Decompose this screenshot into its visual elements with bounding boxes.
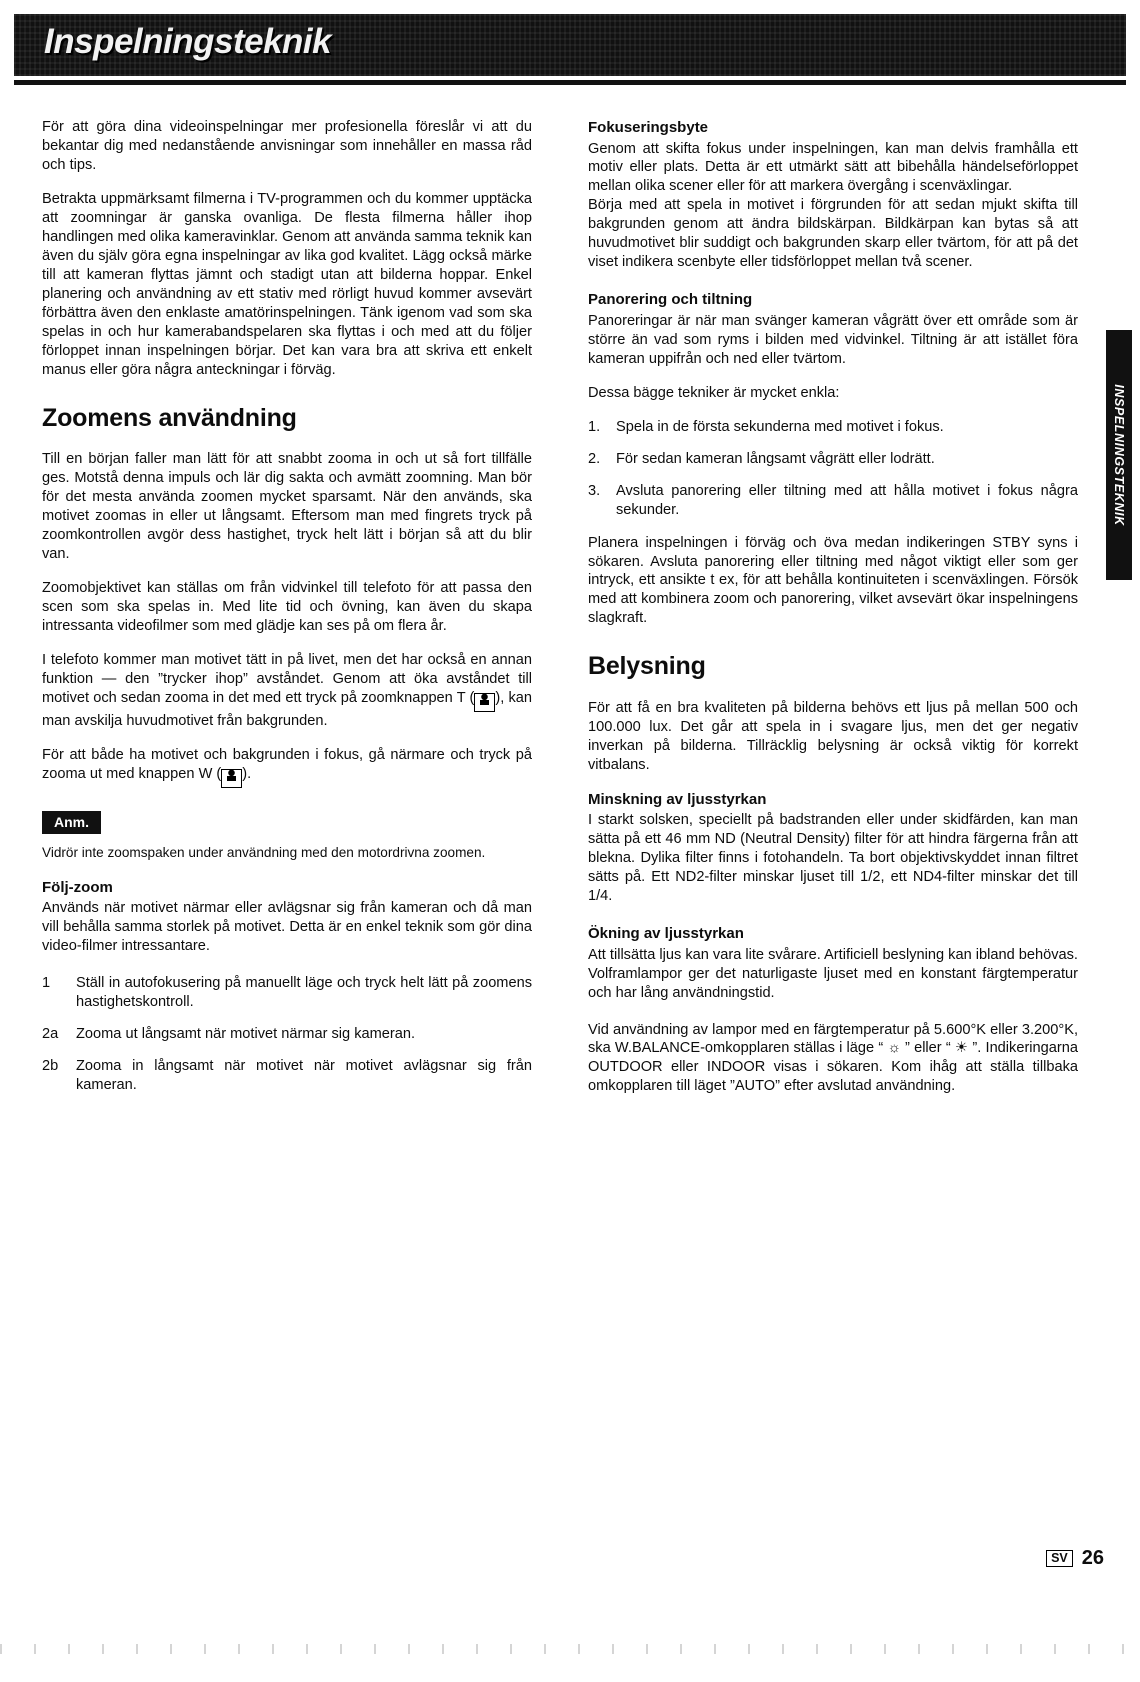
step-text: Zooma in långsamt när motivet när motivet avlägsnar sig från kameran.: [76, 1057, 532, 1093]
step-number: 3.: [588, 482, 601, 499]
list-item: [42, 1025, 532, 1044]
zoom-paragraph-3-text-a: I telefoto kommer man motivet tätt in på livet, men det har också en annan funktion — den ”trycker ihop” avståndet. Genom att öka avståndet till motivet och sedan zooma in det med ett tryck på zoomknappen T: [42, 651, 532, 706]
list-item: [588, 482, 1078, 520]
focus-change-block: [588, 118, 1078, 272]
panning-heading: Panorering och tiltning: [588, 291, 753, 309]
increase-light-body: Att tillsätta ljus kan vara lite svårare. Artificiell beslyning kan ibland behövas. Volframlampor ger det naturligaste ljuset med en konstant färgtemperatur och har lång användningstid.: [588, 946, 1078, 1001]
step-number: 2a: [42, 1025, 59, 1042]
increase-light-block: [588, 924, 1078, 1002]
intro-paragraph: För att göra dina videoinspelningar mer profesionella föreslår vi att du bekantar dig med nedanstående anvisningar som innehåller en massa råd och tips.: [42, 119, 532, 173]
zoom-paragraph-2: Zoomobjektivet kan ställas om från vidvinkel till telefoto för att passa den scen som ska spelas in. Med lite tid och övning, kan även du skapa intressanta videofilmer som med glädje kan ses på om flera år.: [42, 579, 532, 634]
list-item: [588, 450, 1078, 469]
section-side-tab: [1106, 330, 1132, 580]
step-text: För sedan kameran långsamt vågrätt eller lodrätt.: [616, 450, 935, 467]
step-number: 2b: [42, 1057, 59, 1074]
focus-change-paragraph-2: Börja med att spela in motivet i förgrunden för att sedan mjukt skifta till bakgrunden genom att ändra bildskärpan. Bildkärpan kan bytas så att huvudmotivet blir suddigt och bakgrunden skarp eller tvärtom, för att på det viset indikera scenbyte eller tidsförloppet mellan två scener.: [588, 197, 1078, 271]
page-number: 26: [1081, 1547, 1104, 1569]
lighting-section-heading: Belysning: [588, 652, 706, 681]
panning-paragraph-3: Planera inspelningen i förväg och öva medan indikeringen STBY syns i sökaren. Avsluta panorering eller tiltning med något viktigt eller som ger intryck, ett ansikte t ex, för att behålla kontinuiteten i scenväxlingen. Försök med att kombinera zoom och panorering, vilket avsevärt ökar inspelningens slagkraft.: [588, 534, 1078, 627]
list-item: [588, 418, 1078, 437]
zoom-paragraph-4-text-b: ).: [242, 765, 252, 782]
decrease-light-block: [588, 790, 1078, 906]
telephoto-button-icon: [474, 693, 495, 712]
step-number: 1: [42, 974, 51, 991]
zoom-paragraph-3: I telefoto kommer man motivet tätt in på livet, men det har också en annan funktion — den ”trycker ihop” avståndet. Genom att öka avståndet till motivet och sedan zooma in det med ett tryck på zoomknappen T ( ), kan man avskilja huvudmotivet från bakgrunden.: [42, 651, 532, 729]
step-number: 1.: [588, 418, 601, 435]
wide-button-icon: [221, 769, 242, 788]
follow-zoom-block: [42, 878, 532, 956]
panning-paragraph-1: Panoreringar är när man svänger kameran vågrätt över ett område som är större än vad som ryms i bilden med vidvinkel. Tiltning är att istället föra kameran uppifrån och ned eller tvärtom.: [588, 312, 1078, 367]
left-column: [42, 118, 532, 1109]
lighting-paragraph-1: För att få en bra kvaliteten på bilderna behövs ett ljus på mellan 500 och 100.000 lux. Det går att spela in i svagare ljus, men det ger negativ inverkan på bilderna. Tillräcklig belysning är också viktig för korrekt vitbalans.: [588, 699, 1078, 773]
header-rule: [14, 80, 1126, 85]
panning-block: [588, 290, 1078, 402]
zoom-paragraph-1: Till en början faller man lätt för att snabbt zooma in och ut så fort tillfälle ges. Motstå denna impuls och lär dig sakta och avmätt zoomning. Man bör för det mesta använda zoomen mycket sparsamt. När den används, ska motivet zoomas in eller ut långsamt. Eftersom man med fingrets tryck på zoomkontrollen avgör dess hastighet, tryck helt lätt i början så att du blir van.: [42, 451, 532, 562]
step-text: Avsluta panorering eller tiltning med att hålla motivet i fokus några sekunder.: [616, 482, 1078, 518]
page-header-banner: [14, 14, 1126, 76]
zoom-paragraph-3-text-b: ), kan man avskilja huvudmotivet från bakgrunden.: [42, 689, 532, 729]
note-block: [42, 803, 532, 862]
scan-artifact-strip: [0, 1644, 1140, 1654]
note-tag: Anm.: [42, 811, 101, 834]
list-item: [42, 1057, 532, 1095]
step-text: Ställ in autofokusering på manuellt läge och tryck helt lätt på zoomens hastighetskontroll.: [76, 974, 532, 1010]
panning-paragraph-2: Dessa bägge tekniker är mycket enkla:: [588, 384, 840, 401]
page-footer: [1046, 1547, 1104, 1570]
decrease-light-heading: Minskning av ljusstyrkan: [588, 790, 767, 808]
step-text: Spela in de första sekunderna med motivet i fokus.: [616, 418, 944, 435]
focus-change-paragraph-1: Genom att skifta fokus under inspelningen, kan man delvis framhålla ett motiv eller plats. Detta är ett utmärkt sätt att bibehålla händelseförloppet mellan olika scener eller för att markera övergång i scenväxlingar.: [588, 140, 1078, 195]
right-column: [588, 118, 1078, 1111]
follow-zoom-steps: [42, 974, 532, 1095]
zoom-section-heading: Zoomens användning: [42, 403, 297, 432]
panning-steps: [588, 418, 1078, 520]
note-body: Vidrör inte zoomspaken under användning med den motordrivna zoomen.: [42, 844, 486, 860]
zoom-paragraph-4: [42, 746, 532, 788]
increase-light-paragraph-2: Vid användning av lampor med en färgtemperatur på 5.600°K eller 3.200°K, ska W.BALANCE-omkopplaren ställas i läge “ ☼ ” eller “ ☀ ”. Indikeringarna OUTDOOR eller INDOOR visas i sökaren. Kom ihåg att ställa tillbaka omkopplaren till läget ”AUTO” efter avslutad användning.: [588, 1021, 1078, 1095]
step-number: 2.: [588, 450, 601, 467]
tv-technique-paragraph: Betrakta uppmärksamt filmerna i TV-programmen och du kommer upptäcka att zoomningar är ganska ovanliga. De flesta filmerna håller ihop handlingen med olika kameravinklar. Genom att använda samma teknik kan även du själv göra egna inspelningar av lika god kvalitet. Lägg också märke till att kameran flyttas jämnt och stadigt utan att bilderna hoppar. Enkel planering och användning av ett stativ med rörligt huvud kommer avsevärt förbättra även den enklaste amatörinspelningen. Tänk igenom vad som ska spelas in och hur kamerabandspelaren ska flyttas i och med att du följer förloppet innan inspelningen börjar. Det kan vara bra att skriva ett enkelt manus eller göra några anteckningar i förväg.: [42, 190, 532, 378]
step-text: Zooma ut långsamt när motivet närmar sig kameran.: [76, 1025, 416, 1042]
side-tab-label: INSPELNINGSTEKNIK: [1112, 384, 1126, 526]
follow-zoom-body: Används när motivet närmar eller avlägsnar sig från kameran och då man vill behålla samma storlek på motivet. Detta är en enkel teknik som gör dina video-filmer intressantare.: [42, 900, 532, 954]
list-item: [42, 974, 532, 1012]
focus-change-heading: Fokuseringsbyte: [588, 119, 709, 136]
follow-zoom-heading: Följ-zoom: [42, 878, 113, 896]
decrease-light-body: I starkt solsken, speciellt på badstranden eller under skidfärden, kan man sätta på ett 46 mm ND (Neutral Density) filter för att hindra färgerna från att blekna. Dylika filter finns i fotohandeln. Ta bort objektivskyddet innan filtret sätts på. Ett ND2-filter minskar ljuset till 1/2, ett ND4-filter minskar det till 1/4.: [588, 812, 1078, 905]
increase-light-heading: Ökning av ljusstyrkan: [588, 925, 744, 943]
zoom-paragraph-4-text-a: För att både ha motivet och bakgrunden i fokus, gå närmare och tryck på zooma ut med knappen W (: [42, 746, 532, 782]
page-title: Inspelningsteknik: [44, 22, 332, 61]
language-badge: SV: [1046, 1550, 1073, 1568]
